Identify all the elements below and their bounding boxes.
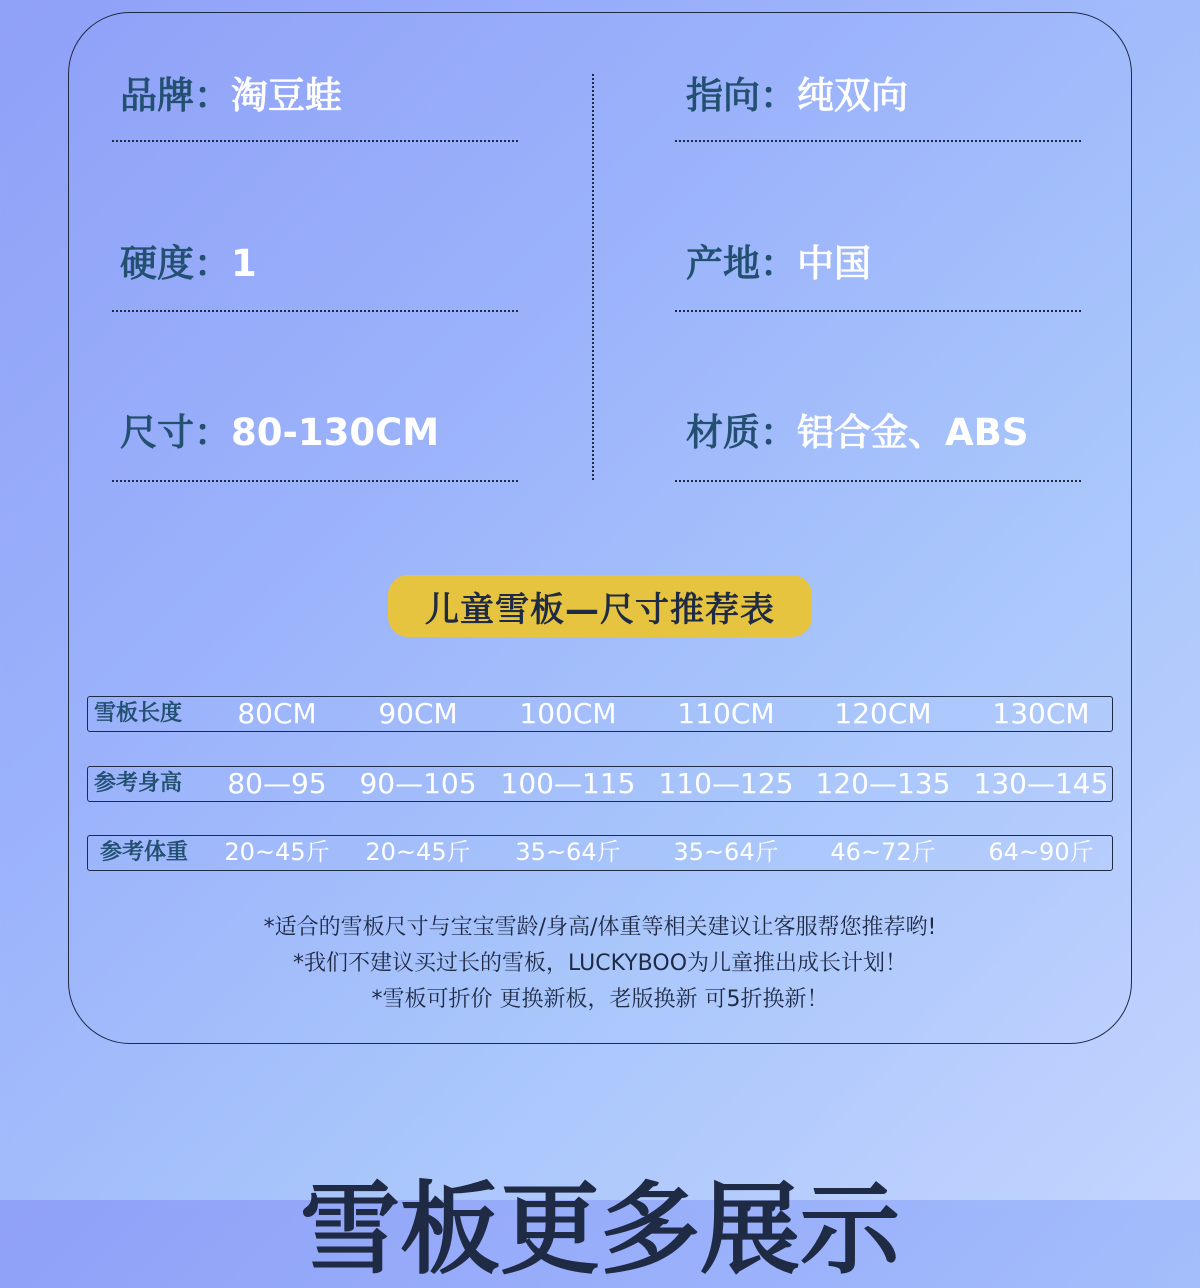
spec-direction-key: 指向： [686,74,797,117]
table-cell: 110—125 [658,767,794,800]
spec-origin [686,244,871,284]
notes [0,910,1200,1018]
row-label: 参考身高 [94,771,183,796]
note-line: *我们不建议买过长的雪板，LUCKYBOO为儿童推出成长计划！ [292,951,908,976]
table-cell: 120CM [834,697,932,730]
spec-brand-key: 品牌： [120,74,231,117]
spec-hardness-value: 1 [231,242,257,285]
table-cell: 35~64斤 [673,838,779,866]
spec-material-key: 材质： [686,411,797,454]
table-cell: 35~64斤 [515,838,621,866]
divider [112,140,518,142]
spec-material [686,413,1029,453]
spec-size-key: 尺寸： [120,411,231,454]
table-cell: 130CM [992,697,1090,730]
spec-direction-value: 纯双向 [797,74,908,117]
table-row-weight [87,835,1113,871]
spec-brand [120,76,342,116]
table-cell: 64~90斤 [988,838,1094,866]
row-label: 雪板长度 [94,701,183,726]
bottom-section-title: 雪板更多展示 [300,1171,900,1288]
size-table-title: 儿童雪板—尺寸推荐表 [388,575,812,637]
spec-material-value: 铝合金、ABS [797,411,1029,454]
spec-card [68,12,1132,1044]
spec-direction [686,76,908,116]
table-cell: 90—105 [359,767,477,800]
row-label: 参考体重 [100,840,189,865]
spec-hardness [120,244,257,284]
table-cell: 46~72斤 [830,838,936,866]
divider [675,140,1081,142]
table-cell: 80CM [237,697,317,730]
table-cell: 110CM [677,697,775,730]
table-cell: 80—95 [227,767,327,800]
table-cell: 100—115 [500,767,636,800]
table-cell: 130—145 [973,767,1109,800]
spec-size-value: 80-130CM [231,411,440,454]
vertical-divider [592,74,594,480]
table-cell: 20~45斤 [365,838,471,866]
note-line: *适合的雪板尺寸与宝宝雪龄/身高/体重等相关建议让客服帮您推荐哟! [263,915,937,940]
table-cell: 20~45斤 [224,838,330,866]
spec-origin-key: 产地： [686,242,797,285]
divider [675,480,1081,482]
table-cell: 120—135 [815,767,951,800]
table-row-height [87,766,1113,802]
spec-hardness-key: 硬度： [120,242,231,285]
divider [112,480,518,482]
spec-size [120,413,439,453]
table-row-length [87,696,1113,732]
spec-brand-value: 淘豆蛙 [231,74,342,117]
divider [675,310,1081,312]
divider [112,310,518,312]
table-cell: 90CM [378,697,458,730]
table-cell: 100CM [519,697,617,730]
note-line: *雪板可折价 更换新板，老版换新 可5折换新！ [371,987,829,1012]
spec-origin-value: 中国 [797,242,871,285]
